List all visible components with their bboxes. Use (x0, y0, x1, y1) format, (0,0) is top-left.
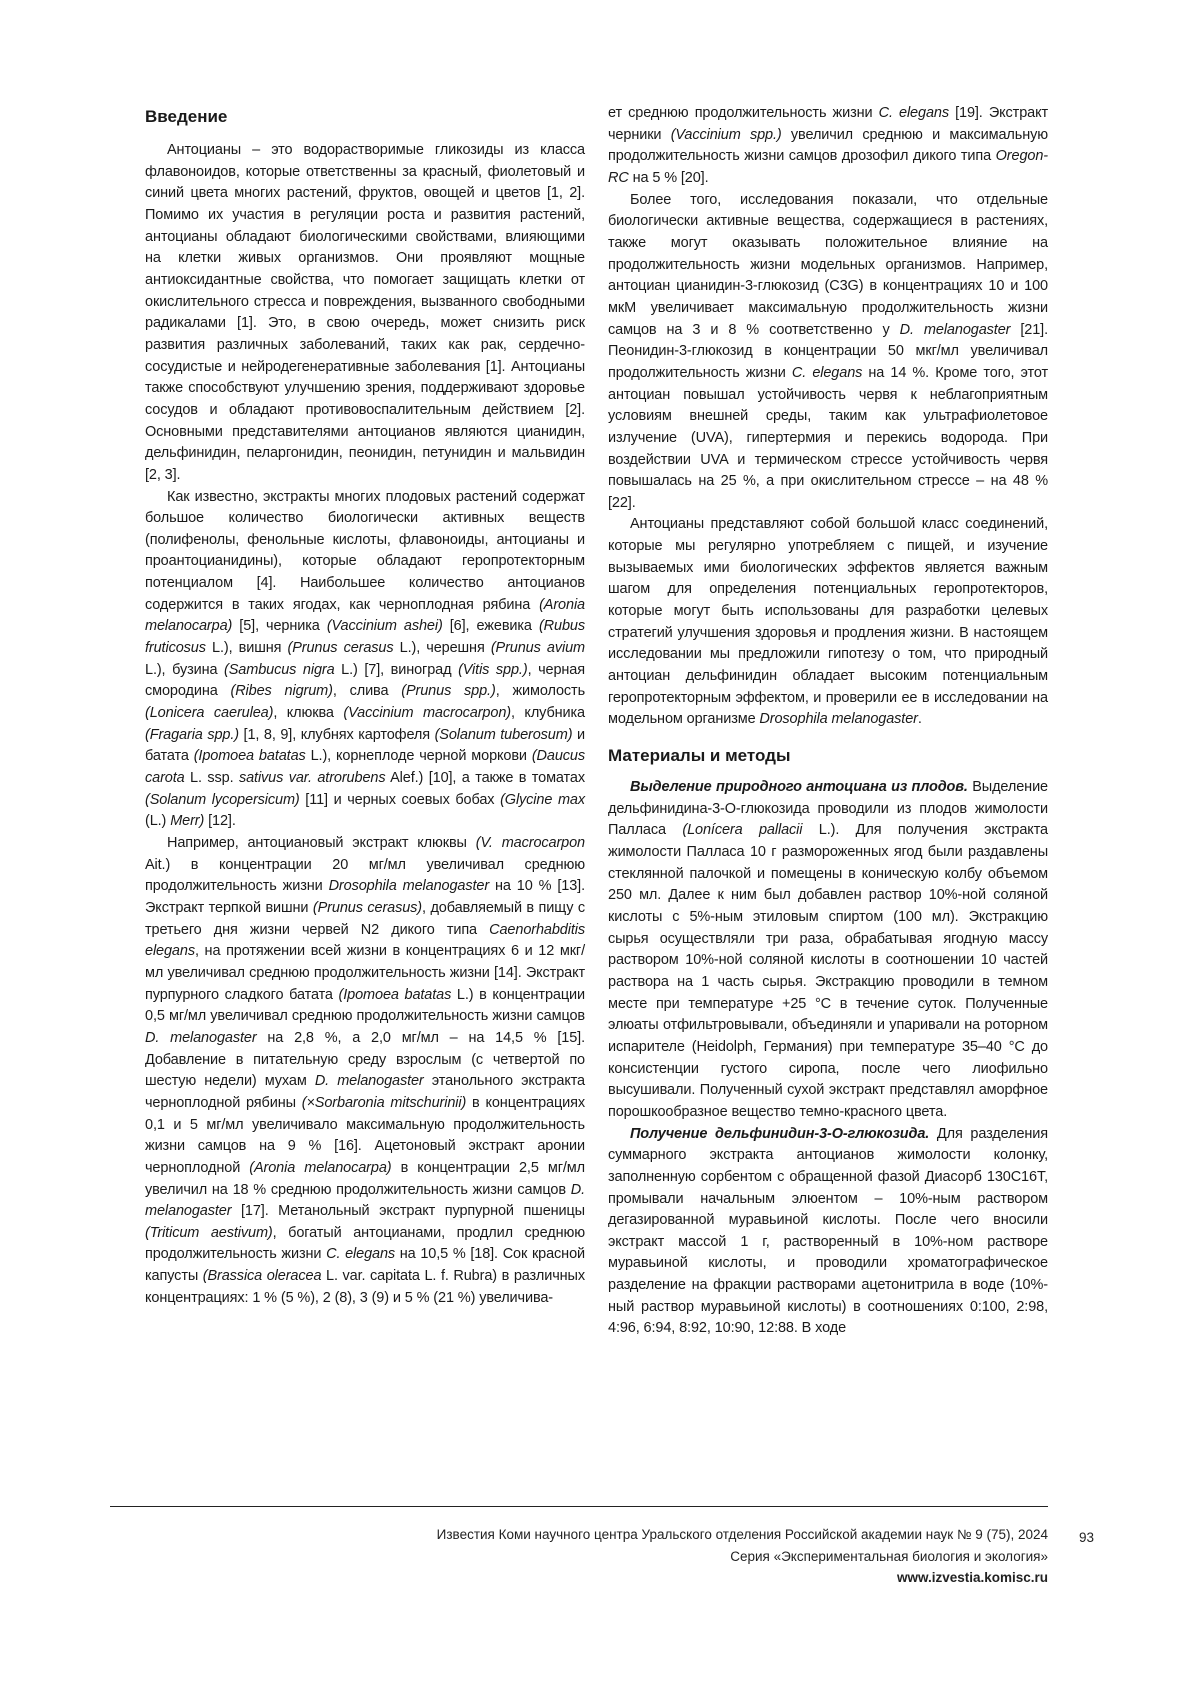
paragraph-continuation: ет среднюю продолжительность жизни C. elegans [19]. Экстракт черники (Vaccinium spp.) увеличил среднюю и максимальную продолжительность жизни самцов дрозофил дикого типа Oregon-RC на 5 % [20]. (608, 105, 1048, 186)
left-column (145, 106, 585, 1309)
italic-term: D. melanogaster (899, 321, 1011, 338)
italic-term: sativus var. atrorubens (238, 770, 386, 787)
section-heading-introduction: Введение (145, 107, 228, 126)
italic-term: (Fragaria spp.) (145, 726, 239, 743)
italic-term: (Vaccinium macrocarpon) (343, 705, 511, 722)
italic-term: (Aronia melanocarpa) (249, 1159, 392, 1176)
italic-term: (Ribes nigrum) (230, 683, 333, 700)
italic-term: (Prunus cerasus) (312, 899, 423, 916)
section-heading-methods: Материалы и методы (608, 746, 791, 766)
italic-term: (Lonícera pallacii (682, 822, 803, 839)
italic-term: (Solanum tuberosum) (434, 726, 573, 743)
paragraph: Выделение природного антоциана из плодов. Выделение дельфинидина-3-O-глюкозида проводили из плодов жимолости Палласа (Lonícera pallacii L.). Для получения экстракта жимолости Палласа 10 г размороженных ягод были раздавлены стеклянной палочкой и помещены в коническую колбу объемом 250 мл. Далее к ним был добавлен раствор 10%-ной соляной кислоты с 5%-ным этиловым спиртом (100 мл). Экстракцию сырья осуществляли три раза, обрабатывая ягодную массу раствором 10%-ной соляной кислоты в соотношении 10 частей раствора на 1 часть сырья. Экстракцию проводили в темном месте при температуре +25 °С в течение суток. Полученные элюаты отфильтровывали, объединяли и упаривали на роторном испарителе (Heidolph, Германия) при температуре 35–40 °С до консистенции густого сиропа, после чего лиофильно высушивали. Полученный сухой экстракт представлял аморфное порошкообразное вещество темно-красного цвета. (608, 779, 1048, 1120)
italic-term: (Solanum lycopersicum) (145, 791, 300, 808)
paragraph: Получение дельфинидин-3-O-глюкозида. Для разделения суммарного экстракта антоцианов жимолости колонку, заполненную сорбентом с обращенной фазой Диасорб 130С16Т, промывали начальным элюентом – 10%-ным раствором дегазированной муравьиной кислоты. После чего вносили экстракт массой 1 г, растворенный в 10%-ном растворе муравьиной кислоты, и проводили хроматографическое разделение на фракции растворами ацетонитрила в воде (10%-ный раствор муравьиной кислоты) в соотношениях 0:100, 2:98, 4:96, 6:94, 8:92, 10:90, 12:88. В ходе (608, 1125, 1048, 1337)
italic-term: (Vaccinium ashei) (326, 618, 443, 635)
italic-term: (Ipomoea batatas (338, 986, 452, 1003)
italic-term: (Prunus cerasus (287, 640, 394, 657)
italic-term: C. elegans (791, 364, 863, 381)
italic-term: (×Sorbaronia mitschurinii) (301, 1094, 467, 1111)
italic-term: C. elegans (878, 105, 949, 121)
footer-divider (110, 1506, 1048, 1507)
italic-term: (Vaccinium spp.) (670, 126, 782, 143)
right-column (608, 103, 1048, 1340)
italic-term: D. melanogaster (145, 1181, 585, 1220)
italic-term: (V. macrocarpon (475, 835, 585, 851)
italic-term: (Brassica oleracea (202, 1268, 322, 1285)
italic-term: (Prunus spp.) (401, 683, 496, 700)
run-in-subheading: Получение дельфинидин-3-O-глюкозида. (630, 1125, 930, 1142)
italic-term: Drosophila melanogaster (759, 711, 918, 728)
italic-term: (Ipomoea batatas (193, 748, 306, 765)
italic-term: D. melanogaster (314, 1073, 424, 1090)
paragraph: Более того, исследования показали, что отдельные биологически активные вещества, содержащиеся в растениях, также могут оказывать положительное влияние на продолжительность жизни модельных организмов. Например, антоциан цианидин-3-глюкозид (C3G) в концентрациях 10 и 100 мкМ увеличивает максимальную продолжительность жизни самцов на 3 и 8 % соответственно у D. melanogaster [21]. Пеонидин-3-глюкозид в концентрации 50 мкг/мл увеличивал продолжительность жизни C. elegans на 14 %. Кроме того, этот антоциан повышал устойчивость червя к неблагоприятным условиям внешней среды, таким как ультрафиолетовое излучение (UVA), гипертермия и перекись водорода. При воздействии UVA и термическом стрессе устойчивость червя повышалась на 25 %, а при окислительном стрессе – на 48 % [22]. (608, 191, 1048, 511)
italic-term: Merr) (170, 813, 205, 830)
run-in-subheading: Выделение природного антоциана из плодов. (630, 779, 968, 796)
italic-term: (Sambucus nigra (224, 661, 335, 678)
journal-series: Серия «Экспериментальная биология и экология» (730, 1548, 1048, 1564)
paragraph: Например, антоциановый экстракт клюквы (V. macrocarpon Ait.) в концентрации 20 мг/мл увеличивал среднюю продолжительность жизни Drosophila melanogaster на 10 % [13]. Экстракт терпкой вишни (Prunus cerasus), добавляемый в пищу с третьего дня жизни червей N2 дикого типа Caenorhabditis elegans, на протяжении всей жизни в концентрациях 6 и 12 мкг/мл увеличивал среднюю продолжительность жизни [14]. Экстракт пурпурного сладкого батата (Ipomoea batatas L.) в концентрации 0,5 мг/мл увеличивал среднюю продолжительность жизни самцов D. melanogaster на 2,8 %, а 2,0 мг/мл – на 14,5 % [15]. Добавление в питательную среду взрослым (с четвертой по шестую недели) мухам D. melanogaster этанольного экстракта черноплодной рябины (×Sorbaronia mitschurinii) в концентрациях 0,1 и 5 мг/мл увеличивало максимальную продолжительность жизни самцов на 9 % [16]. Ацетоновый экстракт аронии черноплодной (Aronia melanocarpa) в концентрации 2,5 мг/мл увеличил на 18 % среднюю продолжительность жизни самцов D. melanogaster [17]. Метанольный экстракт пурпурной пшеницы (Triticum aestivum), богатый антоцианами, продлил среднюю продолжительность жизни C. elegans на 10,5 % [18]. Сок красной капусты (Brassica oleracea L. var. capitata L. f. Rubra) в различных концентрациях: 1 % (5 %), 2 (8), 3 (9) и 5 % (21 %) увеличива- (145, 835, 586, 1306)
italic-term: (Aronia melanocarpa) (145, 596, 585, 635)
paragraph: Как известно, экстракты многих плодовых растений содержат большое количество биологически активных веществ (полифенолы, фенольные кислоты, флавоноиды, антоцианы и проантоцианидины), которые обладают геропротекторным потенциалом [4]. Наибольшее количество антоцианов содержится в таких ягодах, как черноплодная рябина (Aronia melanocarpa) [5], черника (Vaccinium ashei) [6], ежевика (Rubus fruticosus L.), вишня (Prunus cerasus L.), черешня (Prunus avium L.), бузина (Sambucus nigra L.) [7], виноград (Vitis spp.), черная смородина (Ribes nigrum), слива (Prunus spp.), жимолость (Lonicera caerulea), клюква (Vaccinium macrocarpon), клубника (Fragaria spp.) [1, 8, 9], клубнях картофеля (Solanum tuberosum) и батата (Ipomoea batatas L.), корнеплоде черной моркови (Daucus carota L. ssp. sativus var. atrorubens Alef.) [10], а также в томатах (Solanum lycopersicum) [11] и черных соевых бобах (Glycine max (L.) Merr) [12]. (145, 488, 586, 830)
italic-term: Drosophila melanogaster (328, 878, 490, 895)
italic-term: D. melanogaster (145, 1029, 257, 1046)
italic-term: (Rubus fruticosus (145, 618, 585, 657)
italic-term: Caenorhabditis elegans (145, 921, 585, 960)
journal-title: Известия Коми научного центра Уральского отделения Российской академии наук № 9 (75), 2024 (436, 1527, 1048, 1542)
page-number: 93 (1079, 1530, 1095, 1545)
journal-url[interactable]: www.izvestia.komisc.ru (896, 1570, 1048, 1585)
italic-term: C. elegans (326, 1246, 396, 1263)
italic-term: (Lonicera caerulea) (145, 705, 274, 722)
italic-term: (Vitis spp.) (458, 661, 528, 678)
italic-term: (Prunus avium (490, 640, 585, 657)
paragraph: Антоцианы представляют собой большой класс соединений, которые мы регулярно употребляем с пищей, и изучение вызываемых ими биологических эффектов является важным шагом для определения потенциальных геропротекторов, которые могут быть использованы для разработки целевых стратегий улучшения здоровья и продления жизни. В настоящем исследовании мы предложили гипотезу о том, что природный антоциан дельфинидин обладает высоким потенциальным геропротекторным эффектом, и проверили ее в исследовании на модельном организме Drosophila melanogaster. (608, 516, 1048, 728)
italic-term: Oregon-RC (608, 148, 1048, 186)
italic-term: (Triticum aestivum) (145, 1224, 273, 1241)
italic-term: (Daucus carota (145, 748, 585, 787)
paragraph: Антоцианы – это водорастворимые гликозиды из класса флавоноидов, которые ответственны за красный, фиолетовый и синий цвета многих растений, фруктов, овощей и цветов [1, 2]. Помимо их участия в регуляции роста и развития растений, антоцианы обладают биологическими свойствами, влияющими на клетки живых организмов. Они проявляют мощные антиоксидантные свойства, что помогает защищать клетки от окислительного стресса и повреждения, вызванного свободными радикалами [1]. Это, в свою очередь, может снизить риск развития различных заболеваний, таких как рак, сердечно-сосудистые и нейродегенеративные заболевания [1]. Антоцианы также способствуют улучшению зрения, поддерживают здоровье сосудов и обладают противовоспалительным действием [2]. Основными представителями антоцианов являются цианидин, дельфинидин, пеларгонидин, пеонидин, петунидин и мальвидин [2, 3]. (145, 142, 585, 483)
page-footer (437, 1524, 1048, 1589)
italic-term: (Glycine max (500, 791, 585, 808)
